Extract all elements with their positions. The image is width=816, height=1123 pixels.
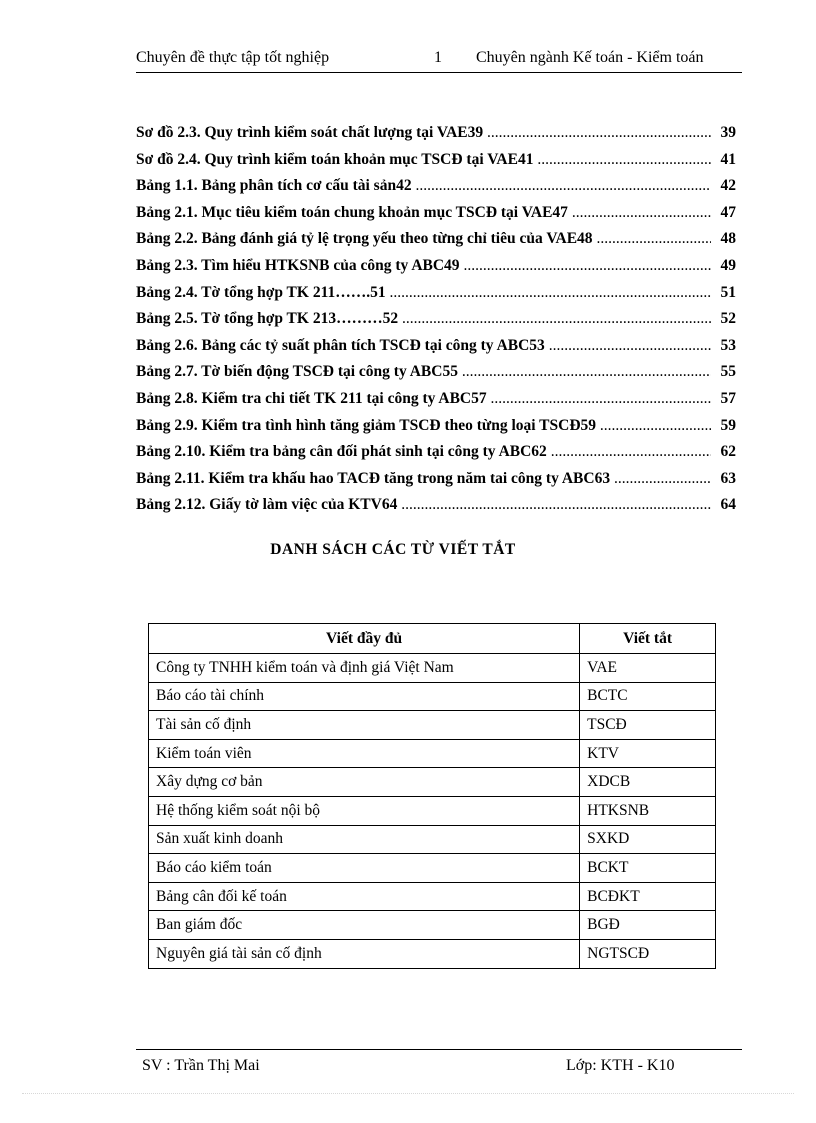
toc-entry[interactable] xyxy=(136,200,740,227)
table-row xyxy=(149,939,716,968)
toc-entry-page: 39 xyxy=(717,120,737,147)
toc-entry[interactable] xyxy=(136,359,740,386)
abbreviation-cell: BCTC xyxy=(580,682,716,711)
toc-entry-title: Sơ đồ 2.3. Quy trình kiểm soát chất lượng tại VAE39 ..... xyxy=(136,120,711,147)
toc-entry-title: Bảng 2.10. Kiểm tra bảng cân đối phát sinh tại công ty ABC62 ..... xyxy=(136,439,711,466)
abbreviation-list-title: DANH SÁCH CÁC TỪ VIẾT TẮT xyxy=(270,541,516,558)
table-row xyxy=(149,825,716,854)
toc-entry-title: Bảng 2.5. Tờ tổng hợp TK 213………52 ..... xyxy=(136,306,711,333)
toc-entry-page: 49 xyxy=(717,253,737,280)
toc-entry-title: Bảng 2.9. Kiểm tra tình hình tăng giảm TSCĐ theo từng loại TSCĐ59 ..... xyxy=(136,413,711,440)
toc-entry-page: 47 xyxy=(717,200,737,227)
abbreviation-table xyxy=(148,623,716,969)
toc-entry[interactable] xyxy=(136,253,740,280)
toc-entry-title: Bảng 2.2. Bảng đánh giá tỷ lệ trọng yếu theo từng chỉ tiêu của VAE48 ..... xyxy=(136,226,711,253)
full-name-cell: Hệ thống kiểm soát nội bộ xyxy=(149,796,580,825)
table-row xyxy=(149,682,716,711)
toc-entry-page: 48 xyxy=(717,226,737,253)
full-name-cell: Báo cáo kiểm toán xyxy=(149,854,580,883)
toc-entry[interactable] xyxy=(136,280,740,307)
abbreviation-cell: BCKT xyxy=(580,854,716,883)
page-number: 1 xyxy=(434,49,442,66)
table-row xyxy=(149,796,716,825)
full-name-cell: Tài sản cố định xyxy=(149,711,580,740)
full-name-cell: Ban giám đốc xyxy=(149,911,580,940)
table-row xyxy=(149,911,716,940)
table-of-contents xyxy=(136,120,740,519)
abbreviation-cell: TSCĐ xyxy=(580,711,716,740)
toc-entry-page: 63 xyxy=(717,466,737,493)
toc-entry[interactable] xyxy=(136,120,740,147)
table-row xyxy=(149,711,716,740)
toc-entry-page: 62 xyxy=(717,439,737,466)
toc-entry-page: 51 xyxy=(717,280,737,307)
header-divider xyxy=(136,72,742,73)
toc-entry[interactable] xyxy=(136,413,740,440)
toc-entry-page: 59 xyxy=(717,413,737,440)
abbreviation-cell: HTKSNB xyxy=(580,796,716,825)
full-name-cell: Công ty TNHH kiểm toán và định giá Việt Nam xyxy=(149,654,580,683)
toc-entry-page: 57 xyxy=(717,386,737,413)
toc-entry-title: Bảng 2.6. Bảng các tỷ suất phân tích TSCĐ tại công ty ABC53 ..... xyxy=(136,333,711,360)
abbreviation-cell: NGTSCĐ xyxy=(580,939,716,968)
toc-entry[interactable] xyxy=(136,147,740,174)
page-edge-dotted-line xyxy=(22,1093,794,1094)
toc-entry[interactable] xyxy=(136,439,740,466)
table-row xyxy=(149,768,716,797)
toc-entry-title: Bảng 2.4. Tờ tổng hợp TK 211…….51 ..... xyxy=(136,280,711,307)
table-header-row xyxy=(149,624,716,654)
table-row xyxy=(149,854,716,883)
toc-entry[interactable] xyxy=(136,306,740,333)
student-name: SV : Trần Thị Mai xyxy=(142,1057,260,1074)
column-header-full-name: Viết đầy đủ xyxy=(149,624,580,654)
toc-entry[interactable] xyxy=(136,173,740,200)
full-name-cell: Xây dựng cơ bản xyxy=(149,768,580,797)
table-row xyxy=(149,739,716,768)
toc-entry-title: Bảng 2.8. Kiểm tra chi tiết TK 211 tại công ty ABC57 ..... xyxy=(136,386,711,413)
toc-entry-title: Sơ đồ 2.4. Quy trình kiểm toán khoản mục TSCĐ tại VAE41 ..... xyxy=(136,147,711,174)
toc-entry-title: Bảng 2.1. Mục tiêu kiểm toán chung khoản mục TSCĐ tại VAE47 ..... xyxy=(136,200,711,227)
toc-entry[interactable] xyxy=(136,466,740,493)
page-footer xyxy=(136,1055,742,1079)
class-label: Lớp: KTH - K10 xyxy=(566,1057,675,1074)
toc-entry-title: Bảng 1.1. Bảng phân tích cơ cấu tài sản42 ..... xyxy=(136,173,711,200)
toc-entry-page: 52 xyxy=(717,306,737,333)
toc-entry-page: 53 xyxy=(717,333,737,360)
toc-entry-title: Bảng 2.11. Kiểm tra khấu hao TACĐ tăng trong năm tai công ty ABC63 ..... xyxy=(136,466,711,493)
full-name-cell: Báo cáo tài chính xyxy=(149,682,580,711)
toc-entry-page: 42 xyxy=(717,173,737,200)
toc-entry[interactable] xyxy=(136,492,740,519)
abbreviation-cell: XDCB xyxy=(580,768,716,797)
footer-divider xyxy=(136,1049,742,1050)
abbreviation-cell: BGĐ xyxy=(580,911,716,940)
abbreviation-cell: KTV xyxy=(580,739,716,768)
full-name-cell: Nguyên giá tài sản cố định xyxy=(149,939,580,968)
header-left-text: Chuyên đề thực tập tốt nghiệp xyxy=(136,49,330,66)
abbreviation-cell: SXKD xyxy=(580,825,716,854)
table-row xyxy=(149,654,716,683)
table-row xyxy=(149,882,716,911)
abbreviation-cell: VAE xyxy=(580,654,716,683)
toc-entry-page: 64 xyxy=(717,492,737,519)
toc-entry-page: 41 xyxy=(717,147,737,174)
toc-entry-page: 55 xyxy=(717,359,737,386)
full-name-cell: Kiểm toán viên xyxy=(149,739,580,768)
toc-entry[interactable] xyxy=(136,333,740,360)
full-name-cell: Bảng cân đối kế toán xyxy=(149,882,580,911)
toc-entry-title: Bảng 2.12. Giấy tờ làm việc của KTV64 ..... xyxy=(136,492,711,519)
abbreviation-cell: BCĐKT xyxy=(580,882,716,911)
page-header xyxy=(136,47,742,73)
column-header-abbreviation: Viết tắt xyxy=(580,624,716,654)
toc-entry-title: Bảng 2.3. Tìm hiểu HTKSNB của công ty ABC49 ..... xyxy=(136,253,711,280)
full-name-cell: Sản xuất kinh doanh xyxy=(149,825,580,854)
toc-entry-title: Bảng 2.7. Tờ biến động TSCĐ tại công ty ABC55 ..... xyxy=(136,359,711,386)
toc-entry[interactable] xyxy=(136,386,740,413)
header-right-text: Chuyên ngành Kế toán - Kiểm toán xyxy=(476,49,704,66)
toc-entry[interactable] xyxy=(136,226,740,253)
